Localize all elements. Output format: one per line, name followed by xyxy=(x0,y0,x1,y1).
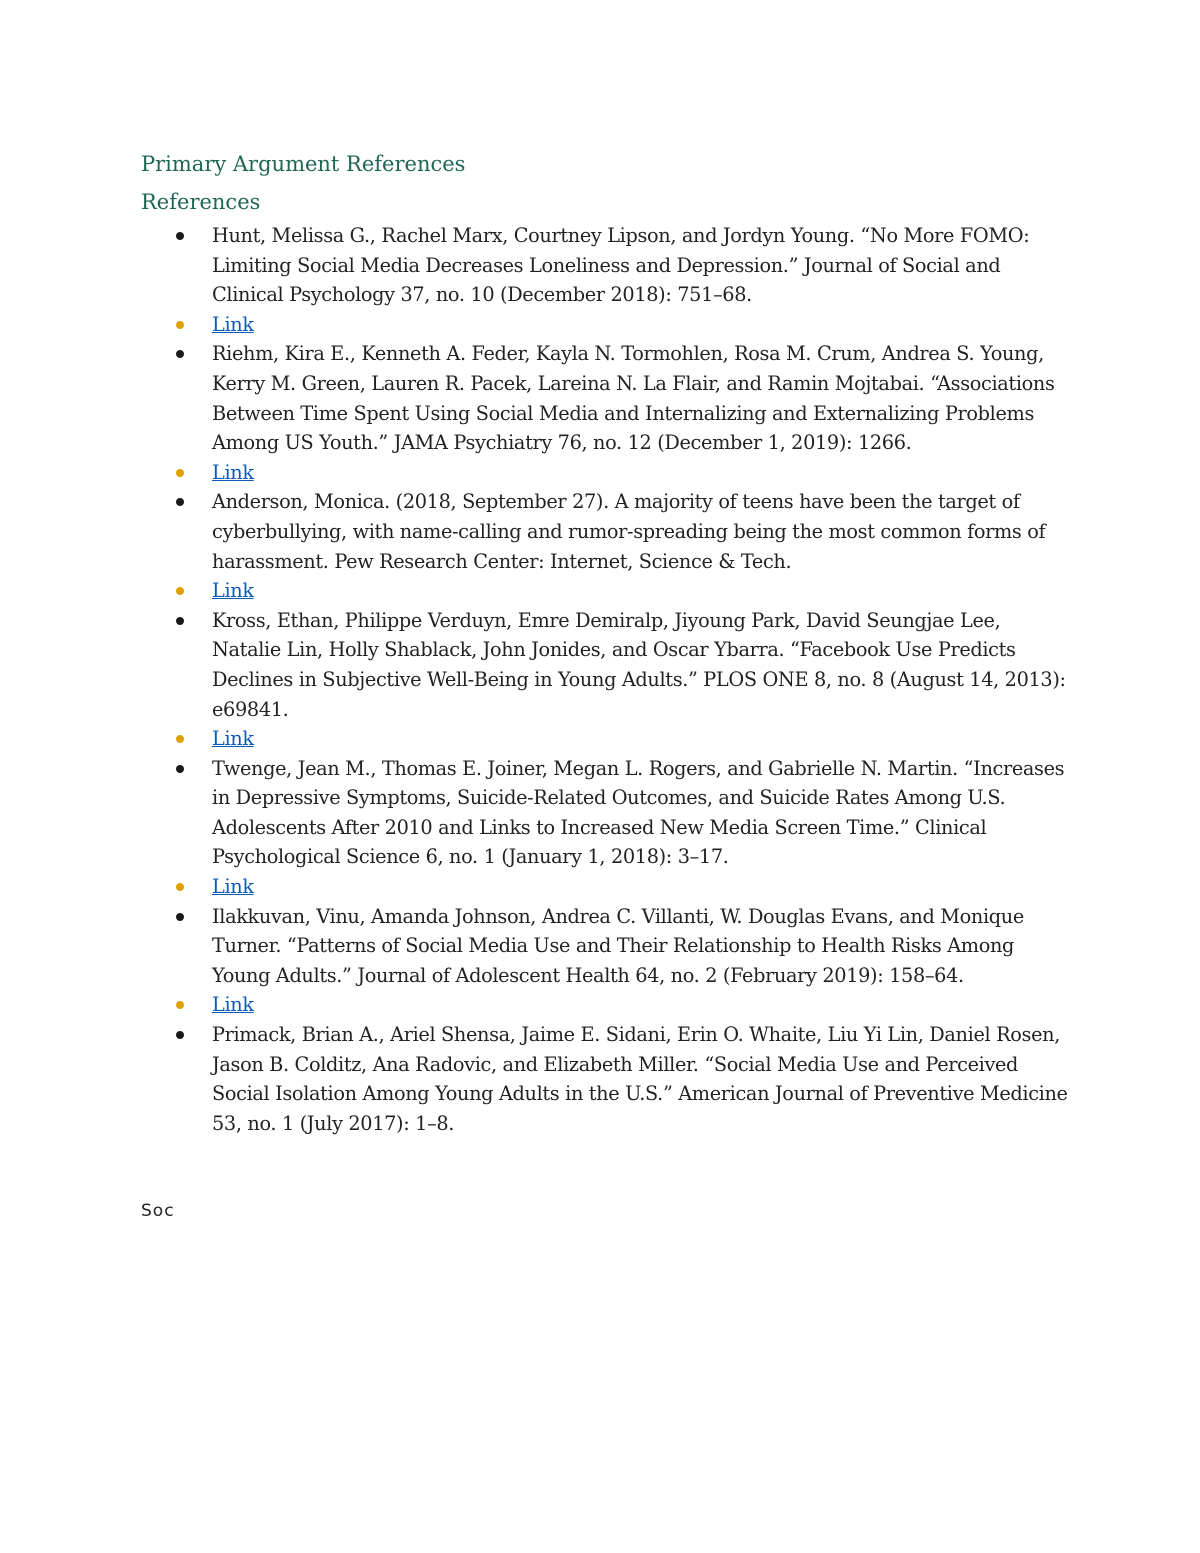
references-list xyxy=(141,221,1071,1138)
bullet-dot-icon xyxy=(176,1031,184,1039)
bullet-dot-icon xyxy=(176,350,184,358)
reference-item xyxy=(141,902,1071,991)
reference-item xyxy=(141,754,1071,872)
reference-citation: Ilakkuvan, Vinu, Amanda Johnson, Andrea C. Villanti, W. Douglas Evans, and Monique Turner. “Patterns of Social Media Use and Their Relationship to Health Risks Among Young Adults.” Journal of Adolescent Health 64, no. 2 (February 2019): 158–64. xyxy=(212,904,1024,987)
reference-link-item xyxy=(141,576,1071,606)
reference-link-item xyxy=(141,872,1071,902)
reference-citation: Primack, Brian A., Ariel Shensa, Jaime E. Sidani, Erin O. Whaite, Liu Yi Lin, Daniel Rosen, Jason B. Colditz, Ana Radovic, and Elizabeth Miller. “Social Media Use and Perceived Social Isolation Among Young Adults in the U.S.” American Journal of Preventive Medicine 53, no. 1 (July 2017): 1–8. xyxy=(212,1023,1068,1135)
reference-citation: Kross, Ethan, Philippe Verduyn, Emre Demiralp, Jiyoung Park, David Seungjae Lee, Natalie Lin, Holly Shablack, John Jonides, and Oscar Ybarra. “Facebook Use Predicts Declines in Subjective Well-Being in Young Adults.” PLOS ONE 8, no. 8 (August 14, 2013): e69841. xyxy=(212,608,1066,721)
bullet-dot-icon xyxy=(176,232,184,240)
reference-link[interactable]: Link xyxy=(212,579,254,603)
bullet-dot-gold-icon xyxy=(176,1001,184,1009)
bullet-dot-gold-icon xyxy=(176,735,184,743)
reference-item xyxy=(141,606,1071,724)
page-title: Primary Argument References xyxy=(141,152,466,176)
reference-item xyxy=(141,221,1071,310)
reference-link[interactable]: Link xyxy=(212,460,254,484)
reference-citation: Twenge, Jean M., Thomas E. Joiner, Megan L. Rogers, and Gabrielle N. Martin. “Increases in Depressive Symptoms, Suicide-Related Outcomes, and Suicide Rates Among U.S. Adolescents After 2010 and Links to Increased New Media Screen Time.” Clinical Psychological Science 6, no. 1 (January 1, 2018): 3–17. xyxy=(212,756,1065,869)
reference-link-item xyxy=(141,724,1071,754)
trailing-text: Soc xyxy=(141,1201,175,1221)
reference-item xyxy=(141,339,1071,457)
reference-link-item xyxy=(141,458,1071,488)
references-heading: References xyxy=(141,190,261,214)
reference-link[interactable]: Link xyxy=(212,727,254,751)
bullet-dot-gold-icon xyxy=(176,321,184,329)
reference-link[interactable]: Link xyxy=(212,875,254,899)
bullet-dot-icon xyxy=(176,913,184,921)
reference-citation: Hunt, Melissa G., Rachel Marx, Courtney Lipson, and Jordyn Young. “No More FOMO: Limiting Social Media Decreases Loneliness and Depression.” Journal of Social and Clinical Psychology 37, no. 10 (December 2018): 751–68. xyxy=(212,224,1030,307)
bullet-dot-icon xyxy=(176,617,184,625)
reference-citation: Anderson, Monica. (2018, September 27). A majority of teens have been the target of cyberbullying, with name-calling and rumor-spreading being the most common forms of harassment. Pew Research Center: Internet, Science & Tech. xyxy=(212,490,1046,573)
reference-citation: Riehm, Kira E., Kenneth A. Feder, Kayla N. Tormohlen, Rosa M. Crum, Andrea S. Young, Kerry M. Green, Lauren R. Pacek, Lareina N. La Flair, and Ramin Mojtabai. “Associations Between Time Spent Using Social Media and Internalizing and Externalizing Problems Among US Youth.” JAMA Psychiatry 76, no. 12 (December 1, 2019): 1266. xyxy=(212,342,1055,455)
reference-item xyxy=(141,1020,1071,1138)
reference-link-item xyxy=(141,310,1071,340)
reference-link[interactable]: Link xyxy=(212,993,254,1017)
bullet-dot-gold-icon xyxy=(176,469,184,477)
bullet-dot-gold-icon xyxy=(176,587,184,595)
bullet-dot-gold-icon xyxy=(176,883,184,891)
reference-item xyxy=(141,487,1071,576)
reference-link-item xyxy=(141,990,1071,1020)
bullet-dot-icon xyxy=(176,498,184,506)
reference-link[interactable]: Link xyxy=(212,312,254,336)
bullet-dot-icon xyxy=(176,765,184,773)
